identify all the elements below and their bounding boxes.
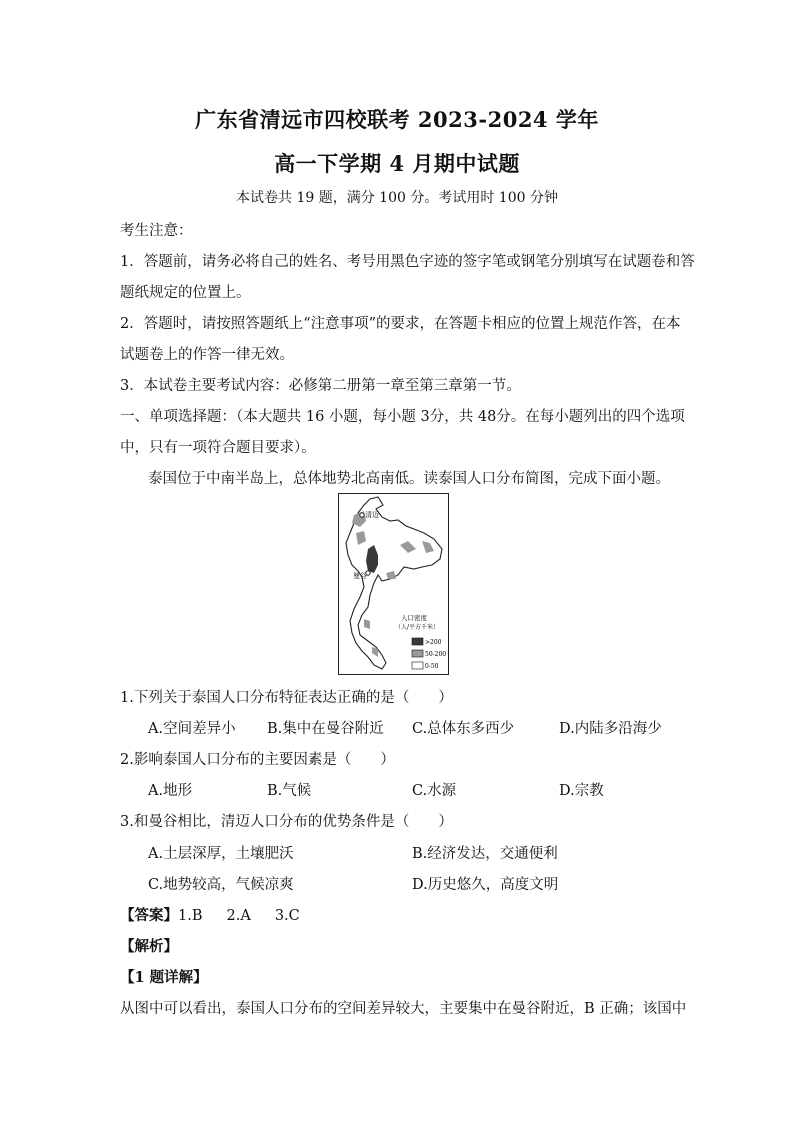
question-1-option-a: A.空间差异小	[148, 721, 236, 737]
document-title-line2: 高一下学期 4 月期中试题	[274, 151, 520, 176]
question-3-option-d: D.历史悠久，高度文明	[412, 877, 559, 893]
legend-title: 人口密度	[401, 614, 427, 622]
legend-swatch-mid	[412, 650, 423, 657]
legend-unit: （人/平方千米）	[395, 624, 440, 631]
legend-label-mid: 50-200	[425, 651, 447, 658]
analysis-label: 【解析】	[120, 938, 178, 955]
thailand-population-map	[338, 493, 449, 675]
question-2-option-b: B.气候	[267, 783, 312, 799]
legend-label-high: >200	[425, 639, 442, 646]
city-label-chiang-mai: 清迈	[365, 511, 379, 519]
answer-1: 1.B	[178, 908, 203, 924]
question-2-option-d: D.宗教	[559, 783, 604, 799]
exam-info: 本试卷共 19 题，满分 100 分。考试用时 100 分钟	[236, 190, 558, 206]
question-2-stem: 2.影响泰国人口分布的主要因素是（ ）	[120, 752, 395, 768]
analysis-sub-label: 【1 题详解】	[120, 969, 208, 986]
note-2-line-1: 2．答题时，请按照答题纸上“注意事项”的要求，在答题卡相应的位置上规范作答，在本	[120, 316, 681, 332]
note-1-line-1: 1．答题前，请务必将自己的姓名、考号用黑色字迹的签字笔或钢笔分别填写在试题卷和答	[120, 254, 695, 270]
legend-swatch-high	[412, 638, 423, 645]
question-intro: 泰国位于中南半岛上，总体地势北高南低。读泰国人口分布简图，完成下面小题。	[148, 471, 670, 487]
city-label-bangkok: 曼谷	[353, 572, 367, 580]
question-3-option-a: A.土层深厚，土壤肥沃	[148, 846, 294, 862]
question-3-option-b: B.经济发达，交通便利	[412, 846, 558, 862]
question-2-option-c: C.水源	[412, 783, 457, 799]
legend-swatch-low	[412, 662, 423, 669]
question-3-option-c: C.地势较高，气候凉爽	[148, 877, 294, 893]
section-heading-line-1: 一、单项选择题：（本大题共 16 小题，每小题 3分，共 48分。在每小题列出的四个选项	[120, 409, 685, 425]
question-2-option-a: A.地形	[148, 783, 193, 799]
answer-3: 3.C	[274, 908, 300, 924]
answer-2: 2.A	[226, 908, 251, 924]
notes-heading: 考生注意：	[120, 223, 193, 239]
question-3-stem: 3.和曼谷相比，清迈人口分布的优势条件是（ ）	[120, 814, 453, 830]
question-1-option-d: D.内陆多沿海少	[559, 721, 662, 737]
question-1-stem: 1.下列关于泰国人口分布特征表达正确的是（ ）	[120, 690, 453, 706]
answer-row	[120, 904, 300, 925]
legend-label-low: 0-50	[425, 663, 439, 670]
document-title-line1: 广东省清远市四校联考 2023-2024 学年	[195, 107, 599, 132]
question-1-option-b: B.集中在曼谷附近	[267, 721, 384, 737]
answer-label: 【答案】	[120, 907, 178, 924]
question-1-option-c: C.总体东多西少	[412, 721, 515, 737]
note-1-line-2: 题纸规定的位置上。	[120, 285, 251, 301]
note-3: 3．本试卷主要考试内容：必修第二册第一章至第三章第一节。	[120, 378, 521, 394]
analysis-text: 从图中可以看出，泰国人口分布的空间差异较大，主要集中在曼谷附近，B 正确；该国中	[120, 1001, 687, 1017]
section-heading-line-2: 中，只有一项符合题目要求）。	[120, 440, 316, 456]
note-2-line-2: 试题卷上的作答一律无效。	[120, 347, 294, 363]
